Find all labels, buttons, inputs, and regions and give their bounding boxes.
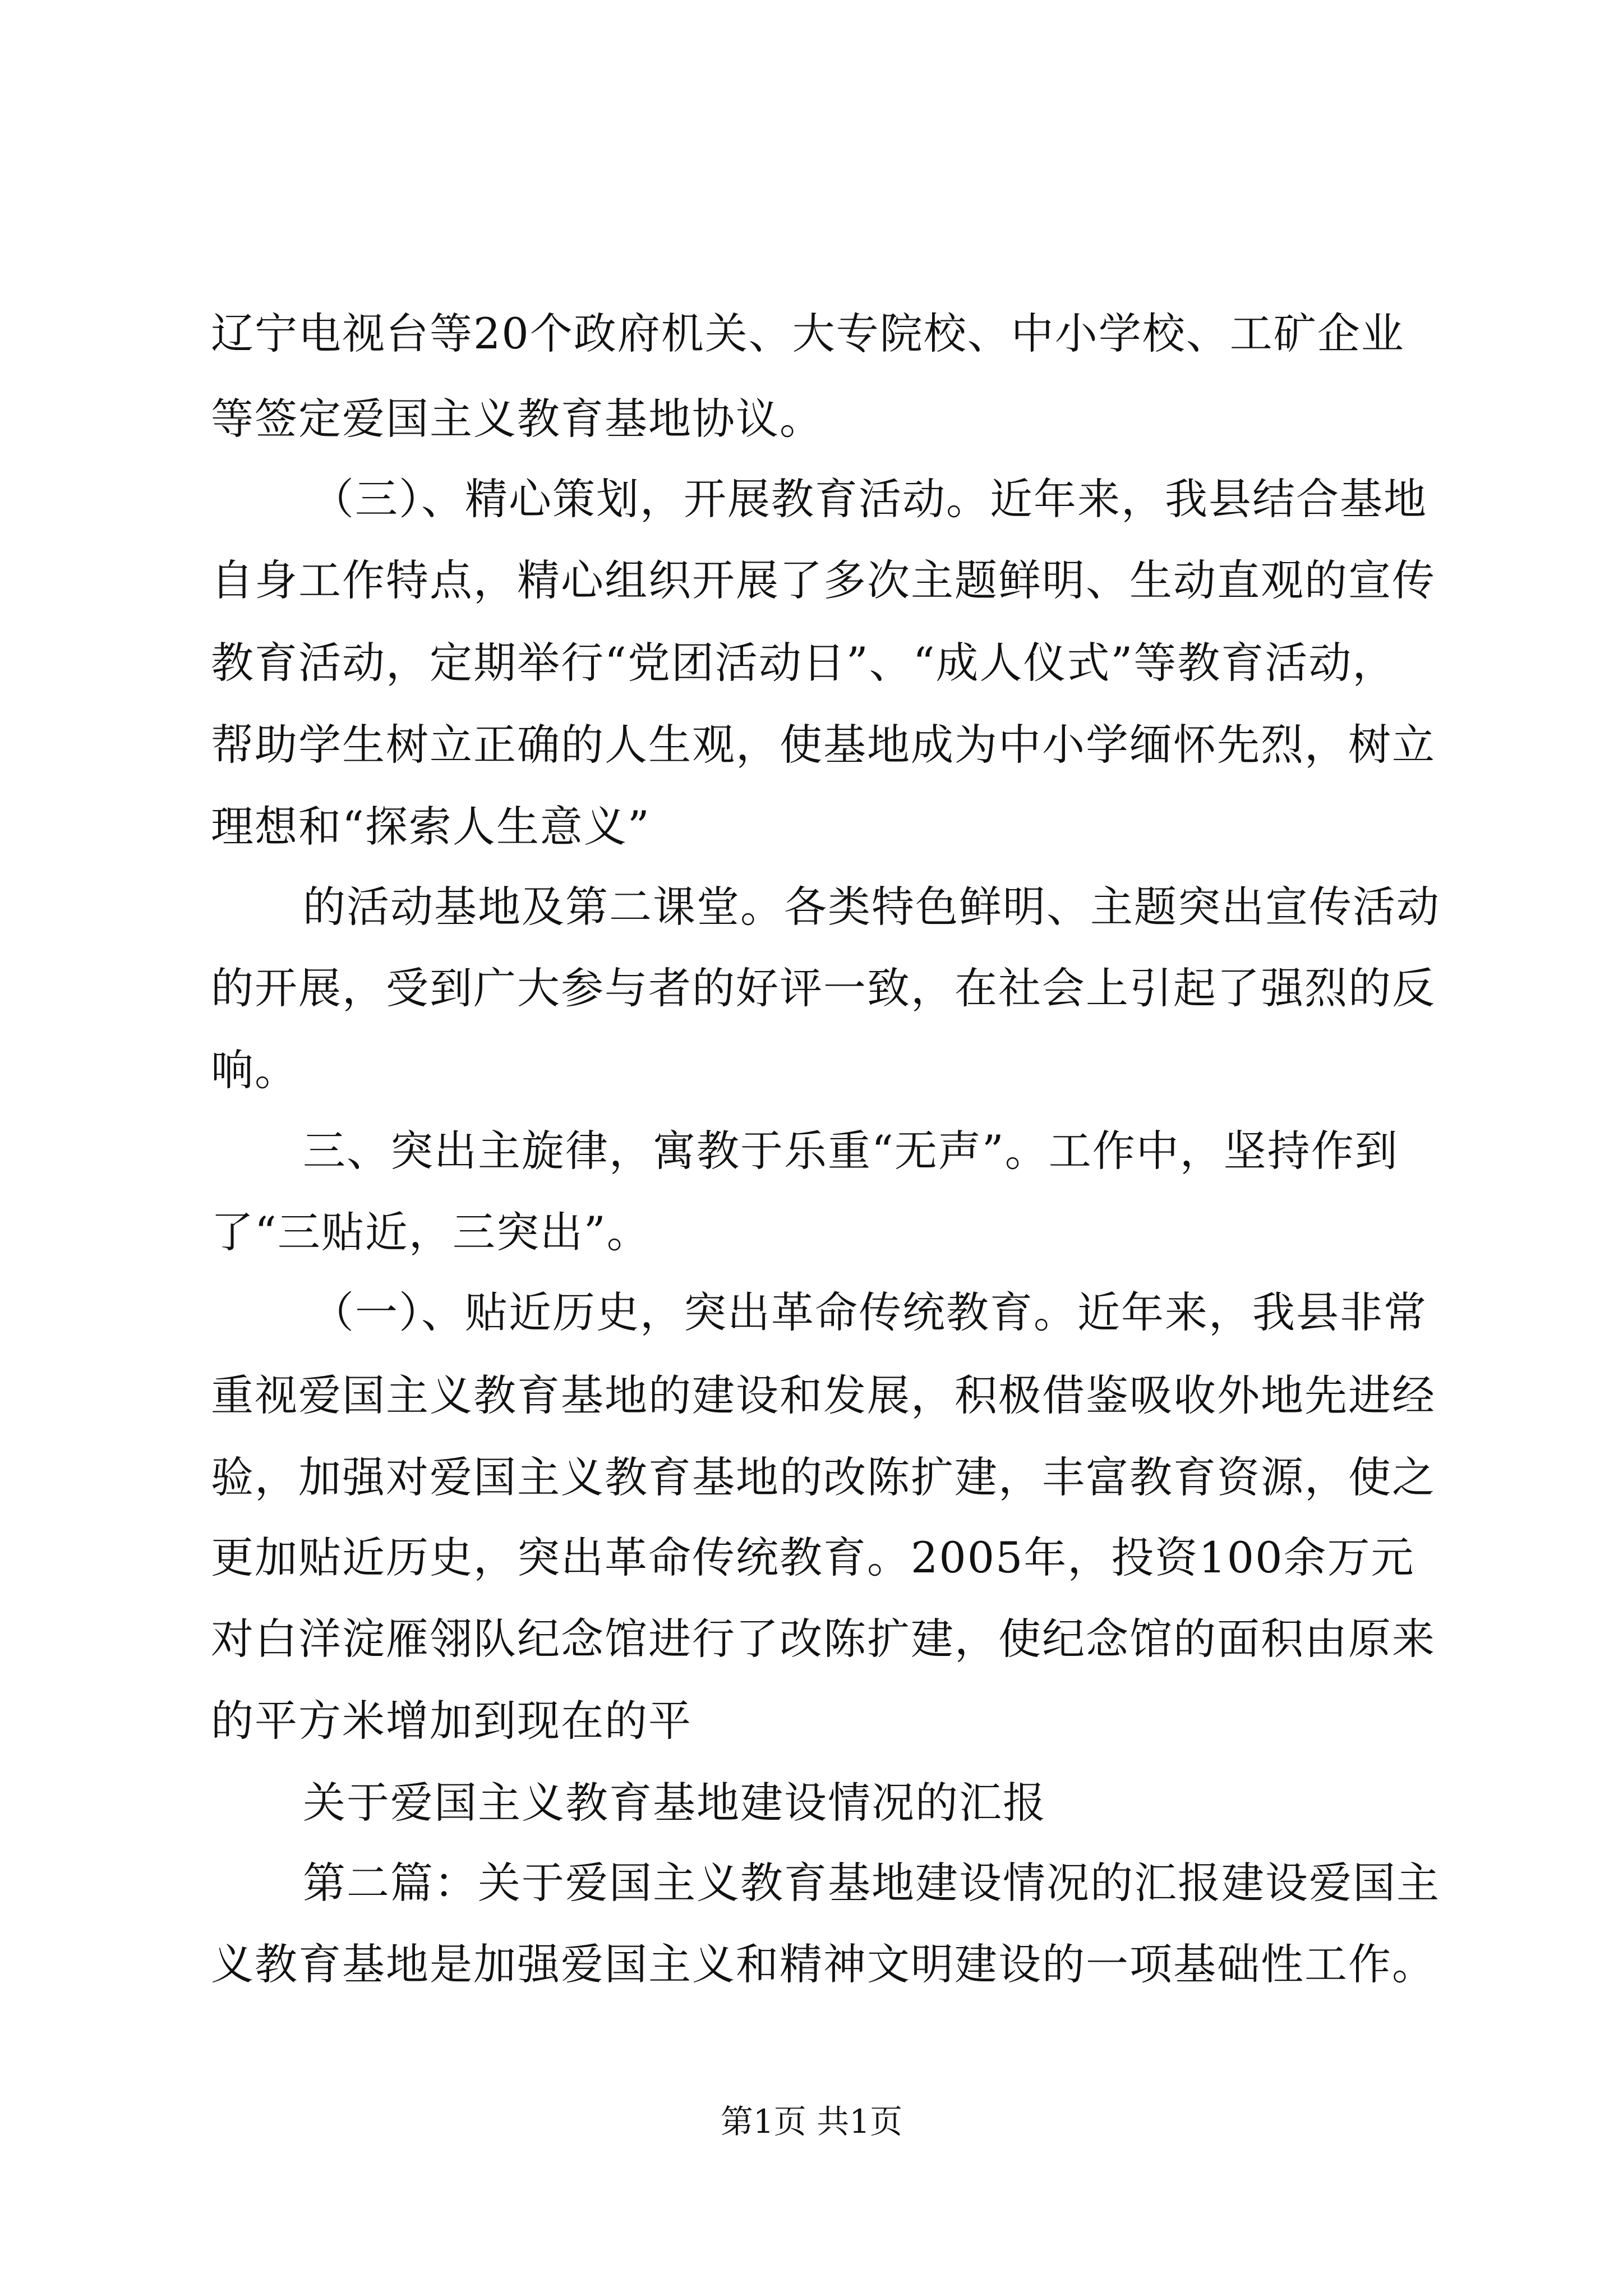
section-heading: 关于爱国主义教育基地建设情况的汇报 — [303, 1778, 1046, 1828]
text-line: 第二篇：关于爱国主义教育基地建设情况的汇报建设爱国主 — [303, 1858, 1440, 1908]
text-line: 验，加强对爱国主义教育基地的改陈扩建，丰富教育资源，使之 — [211, 1452, 1436, 1502]
text-line: 更加贴近历史，突出革命传统教育。2005年，投资100余万元 — [211, 1533, 1415, 1582]
text-line: 自身工作特点，精心组织开展了多次主题鲜明、生动直观的宣传 — [211, 555, 1436, 605]
text-line: 理想和“探索人生意义” — [211, 802, 651, 852]
text-line: 等签定爱国主义教育基地协议。 — [211, 394, 823, 444]
page-number-footer: 第1页 共1页 — [720, 2102, 903, 2141]
text-line: 重视爱国主义教育基地的建设和发展，积极借鉴吸收外地先进经 — [211, 1370, 1436, 1420]
text-line: 教育活动，定期举行“党团活动日”、“成人仪式”等教育活动， — [211, 638, 1396, 688]
text-line: 辽宁电视台等20个政府机关、大专院校、中小学校、工矿企业 — [211, 309, 1405, 358]
text-line: 义教育基地是加强爱国主义和精神文明建设的一项基础性工作。 — [211, 1939, 1436, 1989]
text-line: 的活动基地及第二课堂。各类特色鲜明、主题突出宣传活动 — [303, 882, 1440, 932]
text-line: 帮助学生树立正确的人生观，使基地成为中小学缅怀先烈，树立 — [211, 720, 1436, 770]
text-line: 响。 — [211, 1045, 298, 1095]
text-line: 了“三贴近，三突出”。 — [211, 1207, 651, 1257]
text-line: 的平方米增加到现在的平 — [211, 1696, 692, 1746]
text-line: 的开展，受到广大参与者的好评一致，在社会上引起了强烈的反 — [211, 963, 1436, 1013]
text-line: （三）、精心策划，开展教育活动。近年来，我县结合基地 — [311, 474, 1427, 524]
text-line: （一）、贴近历史，突出革命传统教育。近年来，我县非常 — [311, 1287, 1427, 1337]
text-line: 三、突出主旋律，寓教于乐重“无声”。工作中，坚持作到 — [303, 1126, 1399, 1176]
text-line: 对白洋淀雁翎队纪念馆进行了改陈扩建，使纪念馆的面积由原来 — [211, 1614, 1436, 1664]
